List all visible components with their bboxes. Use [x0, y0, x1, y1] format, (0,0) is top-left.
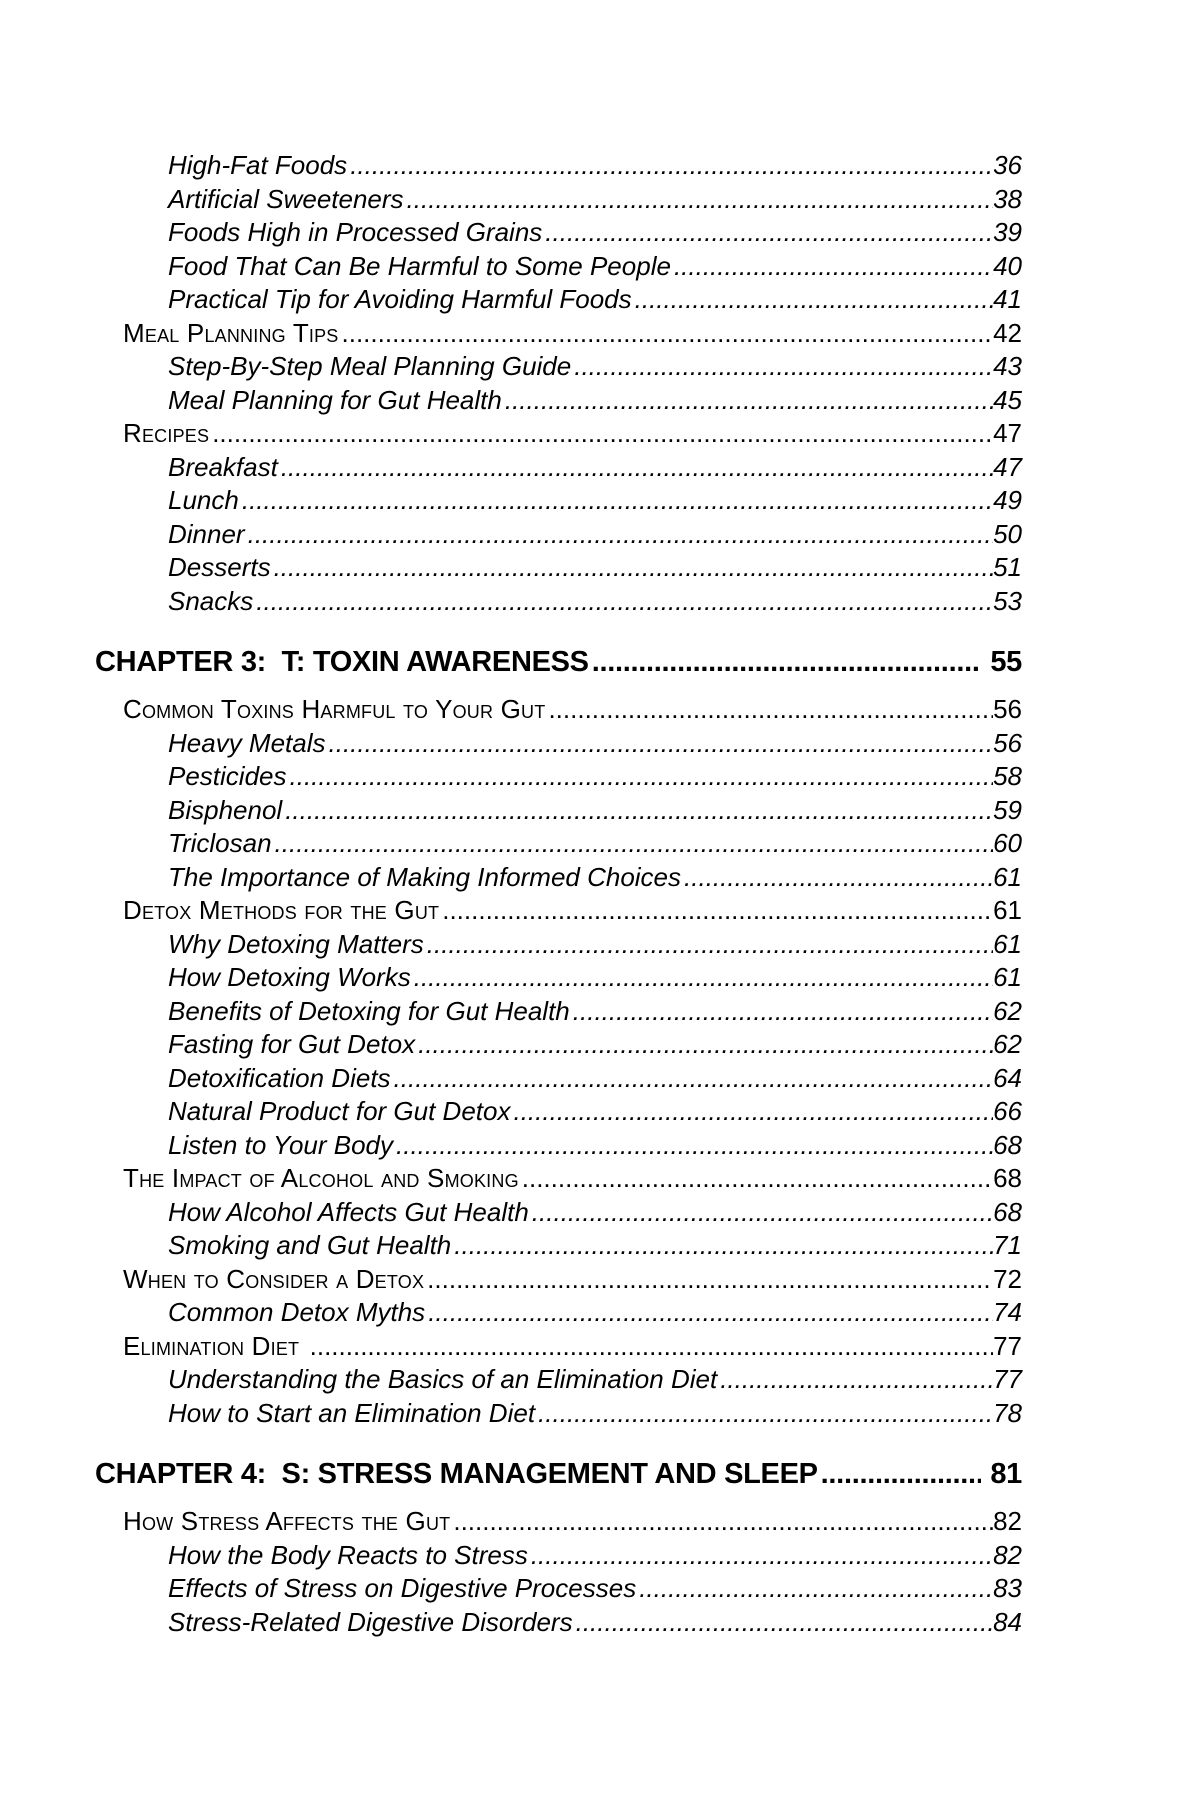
dot-leader	[538, 1397, 993, 1431]
toc-entry-page-number: 82	[993, 1506, 1022, 1536]
toc-entry-label: Desserts	[168, 552, 271, 582]
toc-entry	[95, 794, 1022, 828]
toc-entry-label: High-Fat Foods	[168, 150, 348, 180]
toc-entry	[95, 1397, 1022, 1431]
dot-leader	[290, 760, 994, 794]
dot-leader	[407, 183, 994, 217]
toc-entry-label: Step-By-Step Meal Planning Guide	[168, 351, 572, 381]
dot-leader	[242, 484, 993, 518]
toc-entry-page-number: 53	[993, 585, 1022, 616]
toc-entry-label: The Importance of Making Informed Choices	[168, 861, 682, 892]
toc-entry-page-number: 56	[993, 694, 1022, 724]
dot-leader	[639, 1572, 993, 1606]
dot-leader	[531, 1539, 993, 1573]
dot-leader	[342, 317, 994, 351]
toc-entry-label: CHAPTER 4: S: STRESS MANAGEMENT AND SLEEP	[95, 1458, 818, 1490]
toc-entry-label: Detox Methods for the Gut	[123, 895, 440, 925]
toc-entry-label: Elimination Diet	[123, 1330, 307, 1361]
toc-entry	[95, 1606, 1022, 1640]
toc-entry-label: Heavy Metals	[168, 727, 326, 758]
toc-entry-page-number: 60	[993, 828, 1022, 858]
toc-entry-page-number: 56	[993, 727, 1022, 758]
toc-entry-label: Food That Can Be Harmful to Some People	[168, 250, 671, 281]
toc-entry-label: Common Detox Myths	[168, 1297, 426, 1327]
toc-entry-page-number: 50	[993, 518, 1022, 549]
toc-entry	[95, 1296, 1022, 1330]
dot-leader	[427, 928, 993, 962]
toc-entry-page-number: 64	[993, 1062, 1022, 1093]
toc-entry-page-number: 62	[993, 995, 1022, 1026]
dot-leader	[505, 384, 993, 418]
dot-leader	[821, 1456, 982, 1492]
toc-entry-label: Fasting for Gut Detox	[168, 1029, 416, 1059]
toc-entry	[95, 827, 1022, 861]
dot-leader	[281, 451, 993, 485]
toc-entry-label: Detoxification Diets	[168, 1062, 391, 1093]
toc-entry-page-number: 77	[993, 1330, 1022, 1361]
toc-entry-label: Dinner	[168, 518, 245, 549]
section-entry	[95, 1162, 1022, 1196]
toc-entry-label: How Detoxing Works	[168, 962, 411, 992]
toc-entry-page-number: 40	[993, 250, 1022, 281]
toc-entry-page-number: 49	[993, 485, 1022, 515]
toc-entry	[95, 1572, 1022, 1606]
dot-leader	[674, 250, 993, 284]
toc-entry	[95, 1229, 1022, 1263]
toc-entry-page-number: 74	[993, 1297, 1022, 1327]
dot-leader	[396, 1129, 993, 1163]
toc-entry-label: How to Start an Elimination Diet	[168, 1397, 536, 1428]
chapter-heading	[95, 1456, 1022, 1492]
toc-entry-label: Benefits of Detoxing for Gut Health	[168, 995, 570, 1026]
dot-leader	[548, 693, 993, 727]
toc-entry	[95, 551, 1022, 585]
toc-entry-page-number: 62	[993, 1029, 1022, 1059]
dot-leader	[256, 585, 993, 619]
dot-leader	[635, 283, 993, 317]
toc-entry-page-number: 61	[993, 895, 1022, 925]
toc-entry-label: Stress-Related Digestive Disorders	[168, 1606, 573, 1637]
toc-entry	[95, 149, 1022, 183]
toc-entry	[95, 1062, 1022, 1096]
toc-entry-label: Common Toxins Harmful to Your Gut	[123, 694, 546, 724]
toc-entry-page-number: 59	[993, 794, 1022, 825]
toc-entry-page-number: 68	[993, 1129, 1022, 1160]
toc-entry-page-number: 68	[993, 1163, 1022, 1193]
toc-entry	[95, 250, 1022, 284]
toc-entry	[95, 484, 1022, 518]
toc-entry-page-number: 39	[993, 217, 1022, 247]
dot-leader	[418, 1028, 993, 1062]
dot-leader	[329, 727, 994, 761]
toc-entry-page-number: 61	[993, 861, 1022, 892]
toc-entry	[95, 216, 1022, 250]
section-entry	[95, 894, 1022, 928]
toc-entry-page-number: 82	[993, 1539, 1022, 1570]
section-entry	[95, 1505, 1022, 1539]
toc-entry	[95, 1363, 1022, 1397]
dot-leader	[442, 894, 993, 928]
dot-leader	[350, 149, 993, 183]
dot-leader	[275, 827, 994, 861]
chapter-heading	[95, 644, 1022, 680]
toc-entry-page-number: 47	[993, 451, 1022, 482]
toc-entry	[95, 585, 1022, 619]
toc-entry-page-number: 61	[993, 962, 1022, 992]
section-entry	[95, 417, 1022, 451]
toc-entry-page-number: 47	[993, 418, 1022, 448]
toc-entry-label: Effects of Stress on Digestive Processes	[168, 1573, 637, 1603]
toc-entry	[95, 384, 1022, 418]
dot-leader	[532, 1196, 993, 1230]
section-entry	[95, 693, 1022, 727]
toc-entry-label: Artificial Sweeteners	[168, 183, 404, 214]
dot-leader	[428, 1296, 993, 1330]
dot-leader	[394, 1062, 994, 1096]
toc-entry-page-number: 58	[993, 761, 1022, 791]
toc-entry-page-number: 71	[993, 1230, 1022, 1260]
toc-entry-page-number: 38	[993, 183, 1022, 214]
dot-leader	[310, 1330, 993, 1364]
dot-leader	[212, 417, 993, 451]
toc-entry-page-number: 83	[993, 1573, 1022, 1603]
dot-leader	[545, 216, 993, 250]
toc-entry-label: When to Consider a Detox	[123, 1263, 425, 1294]
toc-entry-page-number: 68	[993, 1196, 1022, 1227]
toc-entry	[95, 961, 1022, 995]
toc-entry-page-number: 78	[993, 1397, 1022, 1428]
toc-entry-page-number: 84	[993, 1606, 1022, 1637]
toc-entry-page-number: 42	[993, 317, 1022, 348]
toc-entry-page-number: 61	[993, 928, 1022, 959]
toc-entry	[95, 1129, 1022, 1163]
toc-entry-page-number: 72	[993, 1263, 1022, 1294]
toc-entry-label: Understanding the Basics of an Elimination Diet	[168, 1364, 718, 1394]
toc-entry-label: Meal Planning for Gut Health	[168, 384, 502, 415]
toc-entry-label: CHAPTER 3: T: TOXIN AWARENESS	[95, 646, 589, 678]
toc-entry-label: Pesticides	[168, 761, 287, 791]
toc-entry-label: Meal Planning Tips	[123, 317, 339, 348]
toc-entry-label: How Alcohol Affects Gut Health	[168, 1196, 529, 1227]
section-entry	[95, 1263, 1022, 1297]
dot-leader	[576, 1606, 993, 1640]
dot-leader	[453, 1505, 993, 1539]
toc-entry-label: Lunch	[168, 485, 239, 515]
dot-leader	[414, 961, 993, 995]
dot-leader	[274, 551, 994, 585]
toc-entry	[95, 928, 1022, 962]
toc-entry	[95, 1196, 1022, 1230]
toc-entry-page-number: 43	[993, 351, 1022, 381]
toc-entry-label: How the Body Reacts to Stress	[168, 1539, 528, 1570]
toc-entry	[95, 1028, 1022, 1062]
toc-entry-page-number: 77	[993, 1364, 1022, 1394]
toc-entry	[95, 518, 1022, 552]
toc-entry-page-number: 55	[990, 646, 1022, 678]
toc-entry-label: Foods High in Processed Grains	[168, 217, 543, 247]
toc-entry-label: Breakfast	[168, 451, 278, 482]
dot-leader	[592, 644, 982, 680]
section-entry	[95, 1330, 1022, 1364]
toc-entry-page-number: 36	[993, 150, 1022, 180]
toc-entry	[95, 861, 1022, 895]
dot-leader	[574, 350, 993, 384]
toc-entry-label: Recipes	[123, 418, 210, 448]
toc-entry-page-number: 81	[990, 1458, 1022, 1490]
toc-entry-label: Practical Tip for Avoiding Harmful Foods	[168, 284, 632, 314]
toc-entry-page-number: 51	[993, 552, 1022, 582]
toc-entry	[95, 760, 1022, 794]
toc-entry-page-number: 66	[993, 1096, 1022, 1126]
dot-leader	[427, 1263, 993, 1297]
toc-entry	[95, 283, 1022, 317]
toc-entry-label: The Impact of Alcohol and Smoking	[123, 1163, 519, 1193]
section-entry	[95, 317, 1022, 351]
toc-entry	[95, 183, 1022, 217]
table-of-contents	[95, 149, 1022, 1639]
dot-leader	[454, 1229, 993, 1263]
toc-entry	[95, 350, 1022, 384]
toc-entry	[95, 727, 1022, 761]
toc-entry-label: How Stress Affects the Gut	[123, 1506, 451, 1536]
toc-entry-page-number: 45	[993, 384, 1022, 415]
dot-leader	[513, 1095, 993, 1129]
toc-entry	[95, 1095, 1022, 1129]
dot-leader	[720, 1363, 993, 1397]
toc-entry-page-number: 41	[993, 284, 1022, 314]
toc-entry	[95, 995, 1022, 1029]
dot-leader	[248, 518, 993, 552]
toc-entry	[95, 451, 1022, 485]
toc-entry-label: Why Detoxing Matters	[168, 928, 424, 959]
toc-entry-label: Triclosan	[168, 828, 272, 858]
dot-leader	[285, 794, 993, 828]
toc-entry-label: Natural Product for Gut Detox	[168, 1096, 511, 1126]
dot-leader	[684, 861, 993, 895]
toc-entry-label: Snacks	[168, 585, 254, 616]
dot-leader	[573, 995, 993, 1029]
toc-entry-label: Smoking and Gut Health	[168, 1230, 452, 1260]
toc-entry	[95, 1539, 1022, 1573]
toc-entry-label: Bisphenol	[168, 794, 283, 825]
dot-leader	[522, 1162, 993, 1196]
toc-entry-label: Listen to Your Body	[168, 1129, 394, 1160]
